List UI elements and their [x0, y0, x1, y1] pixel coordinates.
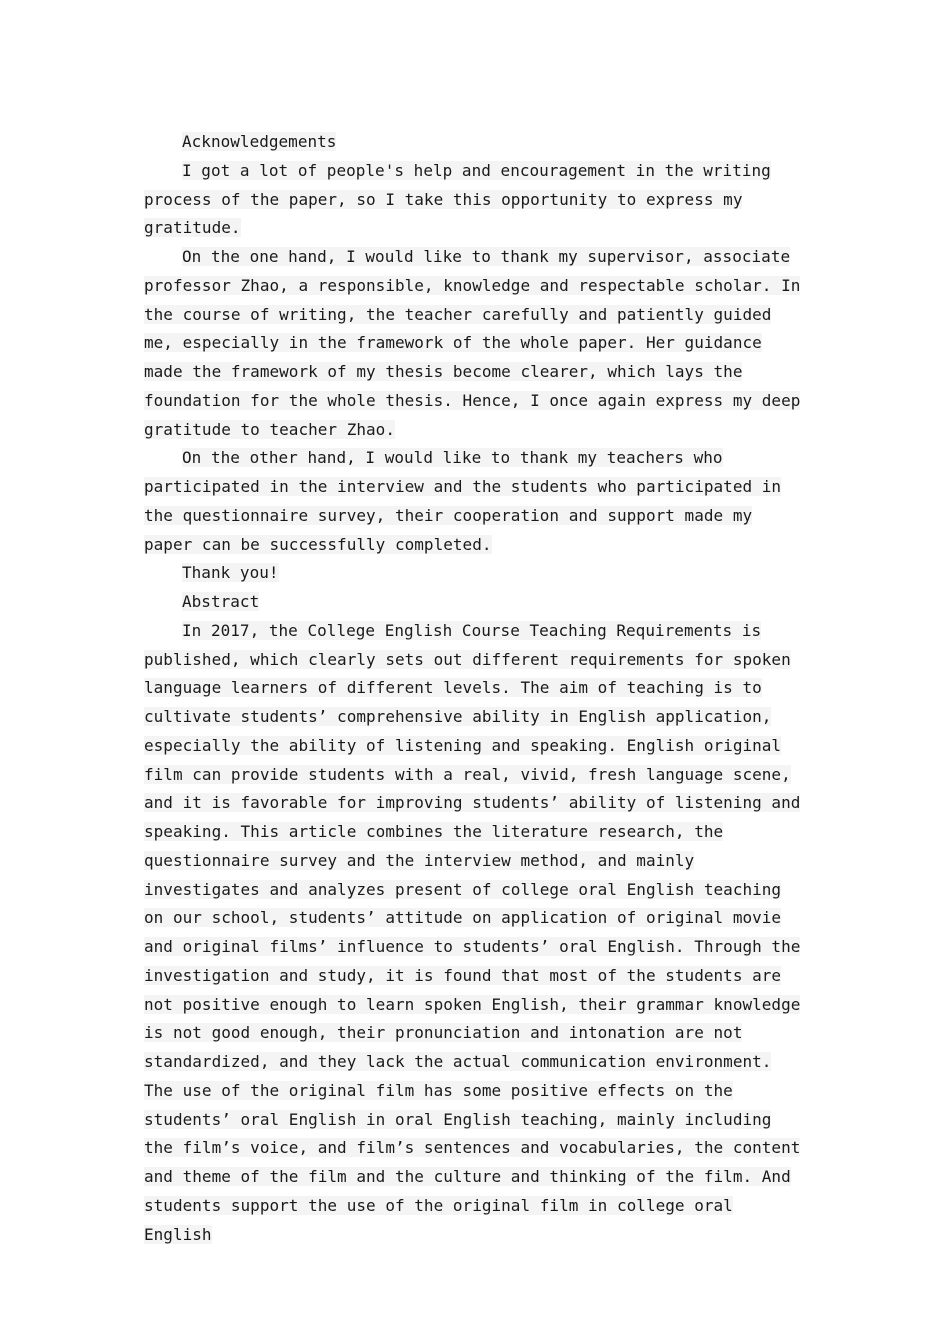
paragraph-teachers [144, 444, 808, 559]
paragraph-text: On the one hand, I would like to thank my supervisor, associate professor Zhao, a responsible, knowledge and respectable scholar. In the course of writing, the teacher carefully and patiently guided me, especially in the framework of the whole paper. Her guidance made the framework of my thesis become clearer, which lays the foundation for the whole thesis. Hence, I once again express my deep gratitude to teacher Zhao. [144, 247, 801, 439]
document-body [144, 128, 808, 1249]
paragraph-abstract-body [144, 617, 808, 1250]
heading-abstract [144, 588, 808, 617]
heading-acknowledgements [144, 128, 808, 157]
paragraph-text: On the other hand, I would like to thank my teachers who participated in the interview and the students who participated in the questionnaire survey, their cooperation and support made my paper can be successfully completed. [144, 448, 782, 554]
paragraph-help [144, 157, 808, 243]
paragraph-text: Abstract [182, 592, 260, 611]
paragraph-text: In 2017, the College English Course Teaching Requirements is published, which clearly sets out different requirements for spoken language learners of different levels. The aim of teaching is to cultivate students’ comprehensive ability in English application, especially the ability of listening and speaking. English original film can provide students with a real, vivid, fresh language scene, and it is favorable for improving students’ ability of listening and speaking. This article combines the literature research, the questionnaire survey and the interview method, and mainly investigates and analyzes present of college oral English teaching on our school, students’ attitude on application of original movie and original films’ influence to students’ oral English. Through the investigation and study, it is found that most of the students are not positive enough to learn spoken English, their grammar knowledge is not good enough, their pronunciation and intonation are not standardized, and they lack the actual communication environment. The use of the original film has some positive effects on the students’ oral English in oral English teaching, mainly including the film’s voice, and film’s sentences and vocabularies, the content and theme of the film and the culture and thinking of the film. And students support the use of the original film in college oral English [144, 620, 801, 1244]
paragraph-text: Acknowledgements [182, 132, 337, 151]
paragraph-text: Thank you! [182, 563, 279, 583]
paragraph-thanks [144, 559, 808, 588]
paragraph-text: I got a lot of people's help and encouragement in the writing process of the paper, so I take this opportunity to express my gratitude. [144, 160, 771, 238]
paragraph-supervisor [144, 243, 808, 444]
